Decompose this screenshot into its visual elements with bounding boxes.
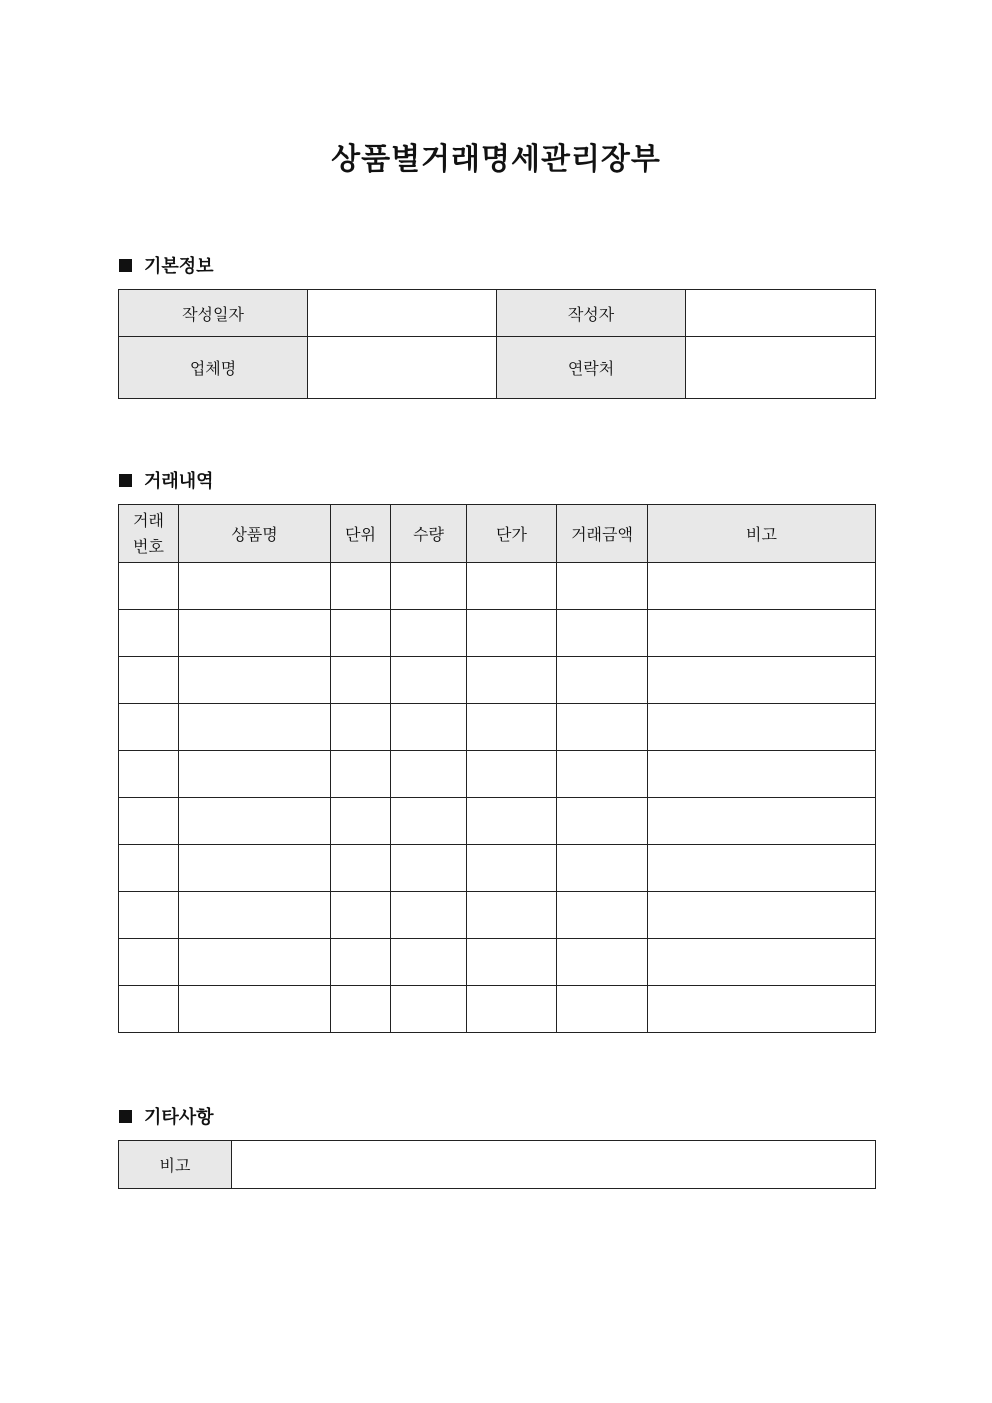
- trade-no-cell[interactable]: [119, 657, 179, 704]
- company-label: 업체명: [119, 337, 308, 399]
- table-row: [119, 704, 876, 751]
- author-field[interactable]: [686, 290, 876, 337]
- trade-no-cell[interactable]: [119, 845, 179, 892]
- amount-cell[interactable]: [557, 563, 648, 610]
- table-row: [119, 986, 876, 1033]
- remark-cell[interactable]: [648, 845, 876, 892]
- remark-label: 비고: [119, 1141, 232, 1189]
- amount-cell[interactable]: [557, 798, 648, 845]
- section-title: 거래내역: [144, 471, 214, 492]
- amount-cell[interactable]: [557, 704, 648, 751]
- quantity-cell[interactable]: [391, 657, 467, 704]
- date-label: 작성일자: [119, 290, 308, 337]
- unit-price-cell[interactable]: [467, 798, 557, 845]
- remark-cell[interactable]: [648, 751, 876, 798]
- square-bullet-icon: [119, 474, 132, 487]
- quantity-cell[interactable]: [391, 892, 467, 939]
- document-title: 상품별거래명세관리장부: [331, 142, 661, 177]
- unit-price-cell[interactable]: [467, 986, 557, 1033]
- unit-cell[interactable]: [331, 657, 391, 704]
- unit-cell[interactable]: [331, 798, 391, 845]
- trade-no-cell[interactable]: [119, 563, 179, 610]
- contact-field[interactable]: [686, 337, 876, 399]
- quantity-cell[interactable]: [391, 563, 467, 610]
- quantity-cell[interactable]: [391, 798, 467, 845]
- product-name-cell[interactable]: [179, 704, 331, 751]
- table-row: [119, 657, 876, 704]
- square-bullet-icon: [119, 259, 132, 272]
- unit-price-cell[interactable]: [467, 892, 557, 939]
- unit-price-cell[interactable]: [467, 845, 557, 892]
- quantity-cell[interactable]: [391, 610, 467, 657]
- header-amount: 거래금액: [557, 505, 648, 563]
- unit-price-cell[interactable]: [467, 563, 557, 610]
- unit-price-cell[interactable]: [467, 704, 557, 751]
- amount-cell[interactable]: [557, 892, 648, 939]
- amount-cell[interactable]: [557, 657, 648, 704]
- header-product-name: 상품명: [179, 505, 331, 563]
- product-name-cell[interactable]: [179, 657, 331, 704]
- trade-no-cell[interactable]: [119, 798, 179, 845]
- header-remark: 비고: [648, 505, 876, 563]
- trade-no-cell[interactable]: [119, 986, 179, 1033]
- remark-cell[interactable]: [648, 657, 876, 704]
- section-heading-etc: [119, 1104, 214, 1128]
- trade-no-cell[interactable]: [119, 892, 179, 939]
- unit-cell[interactable]: [331, 939, 391, 986]
- section-heading-basic: [119, 253, 214, 277]
- table-row: [119, 845, 876, 892]
- quantity-cell[interactable]: [391, 704, 467, 751]
- section-title: 기타사항: [144, 1107, 214, 1128]
- product-name-cell[interactable]: [179, 845, 331, 892]
- unit-cell[interactable]: [331, 986, 391, 1033]
- product-name-cell[interactable]: [179, 939, 331, 986]
- amount-cell[interactable]: [557, 845, 648, 892]
- remark-cell[interactable]: [648, 610, 876, 657]
- remark-cell[interactable]: [648, 986, 876, 1033]
- product-name-cell[interactable]: [179, 751, 331, 798]
- quantity-cell[interactable]: [391, 751, 467, 798]
- quantity-cell[interactable]: [391, 939, 467, 986]
- trade-table: [118, 504, 876, 1033]
- unit-cell[interactable]: [331, 751, 391, 798]
- amount-cell[interactable]: [557, 939, 648, 986]
- table-header-row: [119, 505, 876, 563]
- author-label: 작성자: [497, 290, 686, 337]
- square-bullet-icon: [119, 1110, 132, 1123]
- table-row: [119, 939, 876, 986]
- unit-price-cell[interactable]: [467, 751, 557, 798]
- table-row: [119, 751, 876, 798]
- remark-cell[interactable]: [648, 798, 876, 845]
- remark-field[interactable]: [232, 1141, 876, 1189]
- unit-cell[interactable]: [331, 610, 391, 657]
- unit-cell[interactable]: [331, 892, 391, 939]
- product-name-cell[interactable]: [179, 798, 331, 845]
- unit-price-cell[interactable]: [467, 939, 557, 986]
- date-field[interactable]: [308, 290, 497, 337]
- unit-price-cell[interactable]: [467, 657, 557, 704]
- header-unit-price: 단가: [467, 505, 557, 563]
- amount-cell[interactable]: [557, 751, 648, 798]
- section-title: 기본정보: [144, 256, 214, 277]
- table-row: [119, 563, 876, 610]
- table-row: [119, 798, 876, 845]
- trade-no-cell[interactable]: [119, 939, 179, 986]
- trade-no-cell[interactable]: [119, 751, 179, 798]
- unit-cell[interactable]: [331, 563, 391, 610]
- product-name-cell[interactable]: [179, 610, 331, 657]
- table-row: [119, 892, 876, 939]
- section-heading-trade: [119, 468, 214, 492]
- product-name-cell[interactable]: [179, 986, 331, 1033]
- header-unit: 단위: [331, 505, 391, 563]
- remark-cell[interactable]: [648, 939, 876, 986]
- product-name-cell[interactable]: [179, 563, 331, 610]
- header-quantity: 수량: [391, 505, 467, 563]
- table-row: [119, 610, 876, 657]
- quantity-cell[interactable]: [391, 845, 467, 892]
- basic-info-table: [118, 289, 876, 399]
- remark-cell[interactable]: [648, 892, 876, 939]
- remark-cell[interactable]: [648, 704, 876, 751]
- unit-cell[interactable]: [331, 845, 391, 892]
- remark-cell[interactable]: [648, 563, 876, 610]
- unit-cell[interactable]: [331, 704, 391, 751]
- product-name-cell[interactable]: [179, 892, 331, 939]
- contact-label: 연락처: [497, 337, 686, 399]
- unit-price-cell[interactable]: [467, 610, 557, 657]
- amount-cell[interactable]: [557, 986, 648, 1033]
- trade-no-cell[interactable]: [119, 704, 179, 751]
- company-field[interactable]: [308, 337, 497, 399]
- amount-cell[interactable]: [557, 610, 648, 657]
- quantity-cell[interactable]: [391, 986, 467, 1033]
- etc-table: [118, 1140, 876, 1189]
- header-trade-no: 거래 번호: [119, 505, 179, 563]
- trade-no-cell[interactable]: [119, 610, 179, 657]
